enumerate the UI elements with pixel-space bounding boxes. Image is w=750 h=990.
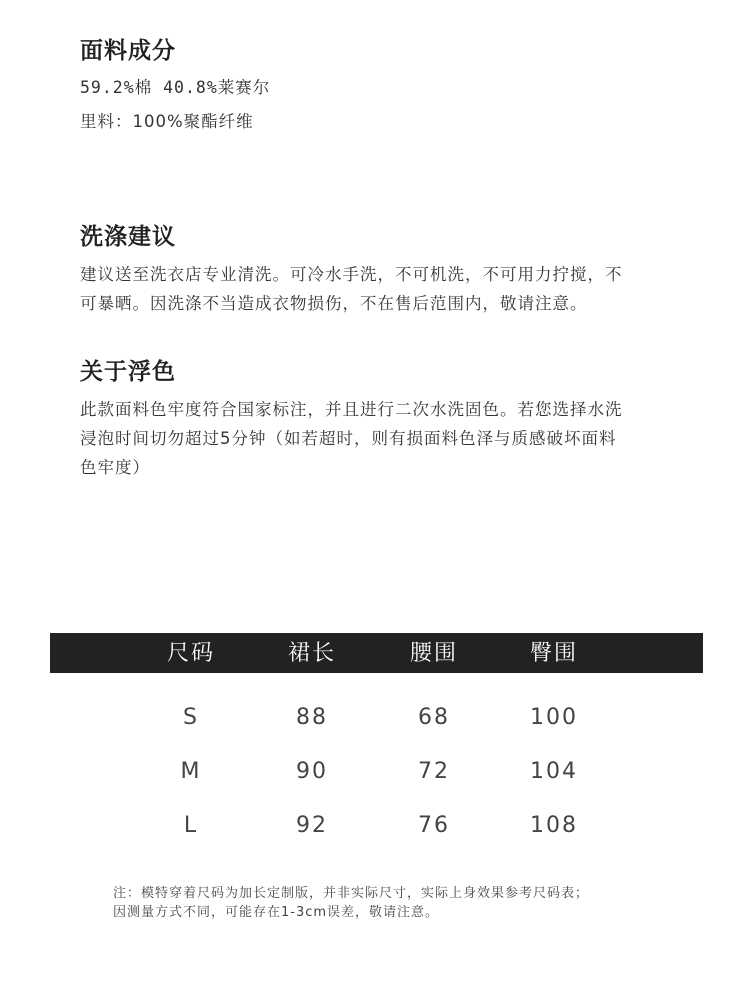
cell-size: S [183, 705, 199, 730]
cell-hip: 100 [530, 705, 578, 730]
color-fading-body [80, 395, 690, 482]
note-line: 注：模特穿着尺码为加长定制版，并非实际尺寸，实际上身效果参考尺码表； [113, 886, 590, 901]
washing-advice-section [80, 222, 690, 318]
cell-skirt-length: 90 [296, 759, 328, 784]
cell-size: L [183, 813, 199, 838]
header-size: 尺码 [166, 641, 215, 666]
cell-waist: 68 [418, 705, 450, 730]
cell-skirt-length: 88 [296, 705, 328, 730]
color-fading-line: 此款面料色牢度符合国家标注，并且进行二次水洗固色。若您选择水洗 [80, 400, 623, 419]
fabric-composition-text: 59.2%棉 40.8%莱赛尔 [80, 78, 271, 97]
table-row [50, 799, 703, 853]
color-fading-line: 浸泡时间切勿超过5分钟（如若超时，则有损面料色泽与质感破坏面料 [80, 429, 617, 448]
fabric-heading: 面料成分 [80, 38, 176, 64]
size-table [50, 633, 703, 838]
color-fading-line: 色牢度） [80, 458, 150, 477]
size-table-header [50, 633, 703, 673]
washing-body [80, 260, 690, 318]
note-line: 因测量方式不同，可能存在1-3cm误差，敬请注意。 [113, 905, 440, 920]
size-table-body [50, 691, 703, 853]
lining-composition-text: 里料：100%聚酯纤维 [80, 112, 254, 131]
header-skirt-length: 裙长 [287, 641, 336, 666]
cell-hip: 104 [530, 759, 578, 784]
cell-skirt-length: 92 [296, 813, 328, 838]
cell-waist: 76 [418, 813, 450, 838]
washing-line: 建议送至洗衣店专业清洗。可冷水手洗，不可机洗，不可用力拧搅，不 [80, 265, 623, 284]
measurement-note [113, 884, 673, 922]
table-row [50, 745, 703, 799]
washing-line: 可暴晒。因洗涤不当造成衣物损伤，不在售后范围内，敬请注意。 [80, 294, 588, 313]
header-waist: 腰围 [409, 641, 458, 666]
color-fading-section [80, 357, 690, 482]
washing-heading: 洗涤建议 [80, 224, 176, 250]
table-row [50, 691, 703, 745]
cell-waist: 72 [418, 759, 450, 784]
cell-size: M [180, 759, 202, 784]
header-hip: 臀围 [529, 641, 578, 666]
fabric-composition-section [80, 36, 690, 136]
color-fading-heading: 关于浮色 [80, 359, 176, 385]
cell-hip: 108 [530, 813, 578, 838]
